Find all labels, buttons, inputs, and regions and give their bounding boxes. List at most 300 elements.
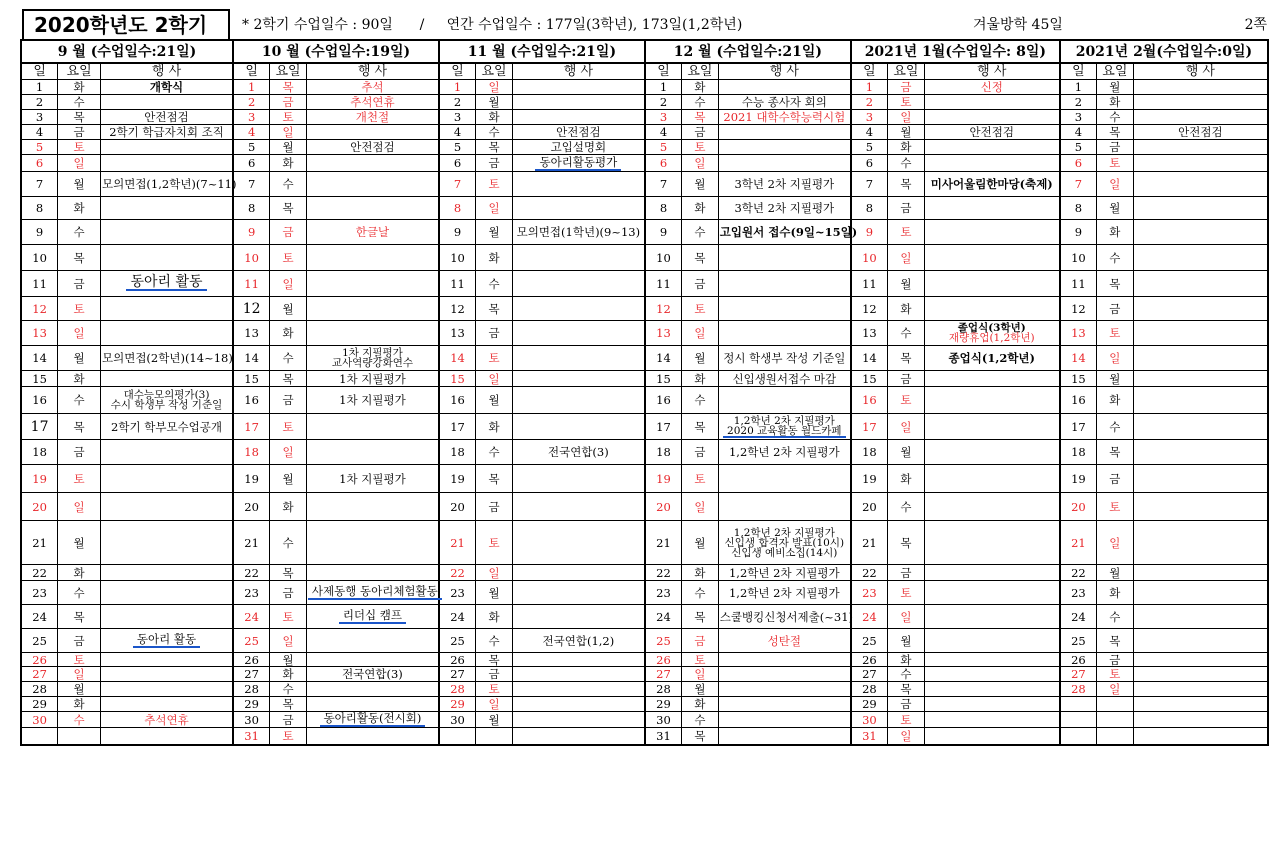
event-cell (1133, 581, 1268, 605)
day-cell (1060, 697, 1097, 712)
event-cell (1133, 346, 1268, 371)
weekday-cell: 화 (888, 465, 925, 493)
event-cell (306, 667, 439, 682)
day-cell: 28 (233, 682, 270, 697)
weekday-cell: 목 (270, 197, 307, 220)
calendar-sheet (20, 9, 1269, 746)
day-cell: 3 (851, 110, 888, 125)
day-cell: 17 (851, 414, 888, 440)
table-row (21, 440, 1268, 465)
day-cell: 14 (645, 346, 682, 371)
day-column-header: 일 (1060, 63, 1097, 80)
weekday-cell: 목 (1097, 271, 1134, 297)
day-cell: 12 (439, 297, 476, 321)
event-cell (924, 95, 1060, 110)
day-cell: 19 (851, 465, 888, 493)
event-cell (924, 140, 1060, 155)
day-cell: 24 (21, 605, 58, 629)
weekday-cell: 금 (270, 581, 307, 605)
day-cell: 16 (439, 387, 476, 414)
day-cell: 25 (439, 629, 476, 653)
weekday-cell: 토 (682, 297, 719, 321)
day-cell: 7 (1060, 172, 1097, 197)
day-cell: 6 (645, 155, 682, 172)
weekday-cell: 화 (1097, 220, 1134, 245)
weekday-column-header: 요일 (270, 63, 307, 80)
weekday-cell: 목 (682, 245, 719, 271)
event-cell (718, 80, 851, 95)
day-cell: 16 (1060, 387, 1097, 414)
day-cell: 11 (439, 271, 476, 297)
day-cell: 24 (439, 605, 476, 629)
weekday-cell: 금 (270, 95, 307, 110)
event-cell (101, 110, 234, 125)
weekday-column-header: 요일 (888, 63, 925, 80)
event-text: 2학기 학부모수업공개 (111, 419, 222, 434)
event-cell (924, 605, 1060, 629)
day-cell: 16 (645, 387, 682, 414)
day-cell: 30 (233, 712, 270, 728)
event-cell (1133, 125, 1268, 140)
event-cell (101, 155, 234, 172)
event-cell (1133, 728, 1268, 745)
weekday-cell: 일 (1097, 172, 1134, 197)
event-cell (306, 245, 439, 271)
event-cell (101, 682, 234, 697)
day-cell: 1 (1060, 80, 1097, 95)
weekday-cell: 월 (888, 629, 925, 653)
page-number: 2쪽 (1244, 17, 1267, 33)
weekday-cell: 화 (58, 80, 101, 95)
weekday-cell: 목 (888, 172, 925, 197)
event-cell (512, 80, 645, 95)
weekday-cell: 수 (1097, 245, 1134, 271)
event-cell (1133, 155, 1268, 172)
day-cell: 23 (1060, 581, 1097, 605)
weekday-cell: 목 (1097, 125, 1134, 140)
day-cell: 8 (1060, 197, 1097, 220)
event-text: 신입생 합격자 발표(10시) (724, 536, 845, 549)
day-cell: 23 (645, 581, 682, 605)
event-cell (306, 172, 439, 197)
weekday-cell: 월 (1097, 197, 1134, 220)
event-cell (924, 653, 1060, 667)
weekday-cell: 금 (1097, 653, 1134, 667)
event-cell (512, 155, 645, 172)
weekday-cell: 토 (682, 653, 719, 667)
day-cell: 22 (21, 565, 58, 581)
event-cell (1133, 565, 1268, 581)
event-cell (924, 110, 1060, 125)
day-cell: 10 (851, 245, 888, 271)
event-cell (512, 565, 645, 581)
day-cell: 18 (645, 440, 682, 465)
header-bar (20, 9, 1269, 39)
weekday-cell: 금 (270, 712, 307, 728)
day-cell: 29 (439, 697, 476, 712)
event-cell (101, 414, 234, 440)
event-cell (306, 271, 439, 297)
event-cell (512, 629, 645, 653)
event-cell (1133, 440, 1268, 465)
weekday-cell: 화 (682, 371, 719, 387)
event-cell (306, 493, 439, 521)
event-cell (101, 653, 234, 667)
day-cell: 17 (1060, 414, 1097, 440)
weekday-cell: 수 (58, 581, 101, 605)
event-cell (924, 197, 1060, 220)
event-text: 동아리 활동 (136, 632, 197, 646)
day-cell: 10 (645, 245, 682, 271)
weekday-cell: 월 (888, 271, 925, 297)
event-cell (718, 245, 851, 271)
weekday-cell: 수 (270, 172, 307, 197)
weekday-cell: 목 (476, 297, 513, 321)
weekday-cell: 금 (1097, 140, 1134, 155)
day-cell (1060, 728, 1097, 745)
event-cell (306, 220, 439, 245)
day-cell: 11 (1060, 271, 1097, 297)
weekday-cell: 월 (476, 581, 513, 605)
event-cell (1133, 172, 1268, 197)
event-cell (924, 493, 1060, 521)
event-cell (101, 387, 234, 414)
event-cell (718, 565, 851, 581)
event-text: 3학년 2차 지필평가 (734, 177, 835, 191)
day-cell: 23 (233, 581, 270, 605)
table-row (21, 80, 1268, 95)
event-cell (924, 521, 1060, 565)
day-cell: 10 (233, 245, 270, 271)
event-cell (101, 297, 234, 321)
event-text: 한글날 (355, 225, 390, 239)
event-cell (1133, 387, 1268, 414)
weekday-cell: 일 (888, 728, 925, 745)
day-cell: 1 (439, 80, 476, 95)
weekday-cell: 일 (682, 155, 719, 172)
weekday-cell (58, 728, 101, 745)
event-cell (512, 493, 645, 521)
day-cell: 14 (21, 346, 58, 371)
weekday-cell: 일 (270, 440, 307, 465)
weekday-cell: 토 (270, 414, 307, 440)
day-cell: 30 (21, 712, 58, 728)
event-cell (306, 387, 439, 414)
day-cell: 16 (233, 387, 270, 414)
day-cell: 4 (233, 125, 270, 140)
weekday-cell: 토 (270, 605, 307, 629)
weekday-cell: 수 (270, 521, 307, 565)
day-cell: 5 (233, 140, 270, 155)
day-cell: 19 (21, 465, 58, 493)
day-cell: 20 (1060, 493, 1097, 521)
weekday-cell: 금 (270, 387, 307, 414)
weekday-cell: 토 (58, 297, 101, 321)
weekday-cell: 금 (682, 440, 719, 465)
event-text: 수능 종사자 회의 (741, 95, 827, 109)
table-row (21, 493, 1268, 521)
event-text: 2020 교육활동 월드카페 (727, 424, 842, 437)
event-cell (718, 667, 851, 682)
day-cell: 15 (439, 371, 476, 387)
event-cell (924, 440, 1060, 465)
event-text: 2021 대학수학능력시험 (723, 110, 846, 124)
day-cell: 2 (439, 95, 476, 110)
event-cell (306, 140, 439, 155)
event-cell (924, 297, 1060, 321)
event-cell (101, 125, 234, 140)
event-text: 추석연휴 (350, 95, 395, 109)
day-cell: 6 (233, 155, 270, 172)
day-cell: 22 (851, 565, 888, 581)
event-cell (512, 653, 645, 667)
event-cell (718, 110, 851, 125)
weekday-cell: 금 (682, 271, 719, 297)
weekday-cell: 수 (58, 220, 101, 245)
event-cell (101, 172, 237, 197)
weekday-cell: 수 (682, 712, 719, 728)
table-row (21, 565, 1268, 581)
weekday-cell: 수 (682, 387, 719, 414)
day-cell: 25 (645, 629, 682, 653)
day-cell: 6 (439, 155, 476, 172)
event-cell (718, 465, 851, 493)
table-row (21, 521, 1268, 565)
weekday-cell: 토 (1097, 493, 1134, 521)
event-cell (1133, 712, 1268, 728)
weekday-cell: 토 (58, 140, 101, 155)
day-cell: 12 (645, 297, 682, 321)
event-cell (512, 682, 645, 697)
weekday-cell: 일 (1097, 346, 1134, 371)
event-text: 동아리활동평가 (539, 154, 618, 169)
day-cell: 19 (233, 465, 270, 493)
weekday-cell: 일 (58, 155, 101, 172)
table-row (21, 414, 1268, 440)
weekday-cell (476, 728, 513, 745)
day-cell: 12 (21, 297, 58, 321)
event-cell (1133, 667, 1268, 682)
table-row (21, 155, 1268, 172)
day-cell: 10 (439, 245, 476, 271)
day-cell: 27 (851, 667, 888, 682)
weekday-cell: 금 (888, 371, 925, 387)
weekday-cell: 금 (888, 197, 925, 220)
weekday-cell: 화 (476, 605, 513, 629)
weekday-cell: 월 (1097, 371, 1134, 387)
event-cell (512, 440, 645, 465)
event-cell (718, 493, 851, 521)
weekday-cell: 목 (682, 110, 719, 125)
weekday-cell: 일 (682, 667, 719, 682)
day-cell: 4 (851, 125, 888, 140)
event-cell (924, 697, 1060, 712)
weekday-cell: 일 (476, 697, 513, 712)
day-cell: 12 (1060, 297, 1097, 321)
event-cell (718, 682, 851, 697)
event-column-header: 행 사 (1133, 63, 1268, 80)
day-cell: 23 (439, 581, 476, 605)
day-cell: 9 (21, 220, 58, 245)
day-cell: 13 (645, 321, 682, 346)
event-cell (718, 197, 851, 220)
event-cell (718, 629, 851, 653)
day-cell: 6 (21, 155, 58, 172)
event-cell (1133, 220, 1268, 245)
weekday-cell: 금 (888, 697, 925, 712)
event-cell (512, 667, 645, 682)
weekday-cell: 일 (270, 629, 307, 653)
event-cell (924, 172, 1060, 197)
day-cell: 9 (439, 220, 476, 245)
event-text: 교사역량강화연수 (331, 357, 414, 369)
day-cell: 2 (851, 95, 888, 110)
weekday-cell: 금 (476, 667, 513, 682)
weekday-cell: 목 (270, 697, 307, 712)
day-cell: 8 (645, 197, 682, 220)
event-text: 추석연휴 (144, 712, 189, 727)
weekday-cell: 수 (1097, 414, 1134, 440)
event-cell (101, 271, 234, 297)
weekday-cell: 일 (888, 245, 925, 271)
event-cell (512, 271, 645, 297)
weekday-cell: 수 (682, 581, 719, 605)
day-cell: 22 (645, 565, 682, 581)
event-text: 3학년 2차 지필평가 (734, 201, 835, 215)
event-cell (512, 371, 645, 387)
weekday-cell: 월 (270, 465, 307, 493)
event-cell (924, 80, 1060, 95)
weekday-cell: 금 (1097, 465, 1134, 493)
event-cell (306, 653, 439, 667)
weekday-cell: 수 (58, 95, 101, 110)
event-cell (101, 712, 234, 728)
event-text: 1,2학년 2차 지필평가 (728, 445, 840, 459)
day-cell: 1 (21, 80, 58, 95)
day-cell: 7 (645, 172, 682, 197)
event-cell (101, 140, 234, 155)
weekday-cell: 월 (682, 346, 719, 371)
weekday-cell: 수 (58, 712, 101, 728)
table-row (21, 653, 1268, 667)
event-text: 안전점검 (556, 125, 601, 139)
day-cell: 12 (233, 297, 270, 321)
weekday-cell: 금 (888, 80, 925, 95)
weekday-cell: 화 (1097, 95, 1134, 110)
day-cell: 26 (439, 653, 476, 667)
day-cell: 2 (233, 95, 270, 110)
event-cell (718, 220, 858, 245)
event-cell (101, 667, 234, 682)
event-text: 1차 지필평가 (342, 347, 403, 359)
month-title: 10 월 (수업일수:19일) (233, 40, 439, 63)
day-cell: 13 (233, 321, 270, 346)
event-cell (1133, 521, 1268, 565)
event-cell (924, 271, 1060, 297)
event-cell (101, 581, 234, 605)
day-cell: 5 (1060, 140, 1097, 155)
day-cell: 20 (233, 493, 270, 521)
event-cell (718, 371, 851, 387)
weekday-cell: 토 (270, 728, 307, 745)
event-text: 모의면접(1,2학년)(7~11) (102, 177, 237, 191)
day-cell: 3 (21, 110, 58, 125)
event-cell (1133, 629, 1268, 653)
day-cell: 24 (645, 605, 682, 629)
day-cell: 22 (1060, 565, 1097, 581)
event-cell (512, 197, 645, 220)
day-cell: 18 (439, 440, 476, 465)
day-cell: 19 (439, 465, 476, 493)
month-title: 11 월 (수업일수:21일) (439, 40, 645, 63)
weekday-cell: 일 (682, 321, 719, 346)
event-cell (718, 728, 851, 745)
day-cell: 7 (851, 172, 888, 197)
weekday-cell: 목 (270, 80, 307, 95)
weekday-cell: 수 (476, 629, 513, 653)
weekday-cell: 일 (270, 125, 307, 140)
event-cell (512, 465, 645, 493)
event-cell (101, 697, 234, 712)
month-title: 9 월 (수업일수:21일) (21, 40, 233, 63)
event-cell (718, 95, 851, 110)
weekday-cell: 일 (1097, 682, 1134, 697)
weekday-cell: 화 (682, 565, 719, 581)
event-cell (924, 565, 1060, 581)
event-cell (924, 125, 1060, 140)
day-cell: 1 (233, 80, 270, 95)
weekday-cell: 목 (270, 371, 307, 387)
day-cell: 21 (851, 521, 888, 565)
event-text: 사제동행 동아리체험활동 (311, 584, 438, 598)
weekday-cell: 화 (270, 155, 307, 172)
table-row (21, 387, 1268, 414)
day-cell: 28 (439, 682, 476, 697)
event-text: 개학식 (149, 80, 184, 94)
day-cell: 5 (439, 140, 476, 155)
weekday-cell: 일 (58, 321, 101, 346)
event-text: 1차 지필평가 (339, 371, 406, 386)
weekday-cell: 화 (1097, 387, 1134, 414)
weekday-cell: 토 (58, 653, 101, 667)
table-row (21, 95, 1268, 110)
day-cell: 21 (233, 521, 270, 565)
day-cell: 13 (1060, 321, 1097, 346)
day-cell: 5 (645, 140, 682, 155)
event-cell (924, 155, 1060, 172)
weekday-cell: 목 (270, 565, 307, 581)
event-cell (306, 125, 439, 140)
event-cell (512, 297, 645, 321)
weekday-cell: 토 (888, 95, 925, 110)
weekday-cell: 월 (58, 172, 101, 197)
day-cell: 26 (233, 653, 270, 667)
event-text: 안전점검 (969, 125, 1014, 139)
weekday-cell: 토 (682, 140, 719, 155)
day-cell: 14 (439, 346, 476, 371)
day-cell: 4 (21, 125, 58, 140)
month-header-row (21, 40, 1268, 63)
weekday-cell: 일 (682, 493, 719, 521)
event-cell (101, 565, 234, 581)
day-cell: 11 (645, 271, 682, 297)
day-cell: 29 (21, 697, 58, 712)
day-cell (1060, 712, 1097, 728)
weekday-cell: 화 (58, 371, 101, 387)
event-text: 안전점검 (350, 140, 395, 154)
weekday-cell: 일 (1097, 521, 1134, 565)
event-text: 고입원서 접수(9일~15일) (719, 225, 858, 239)
